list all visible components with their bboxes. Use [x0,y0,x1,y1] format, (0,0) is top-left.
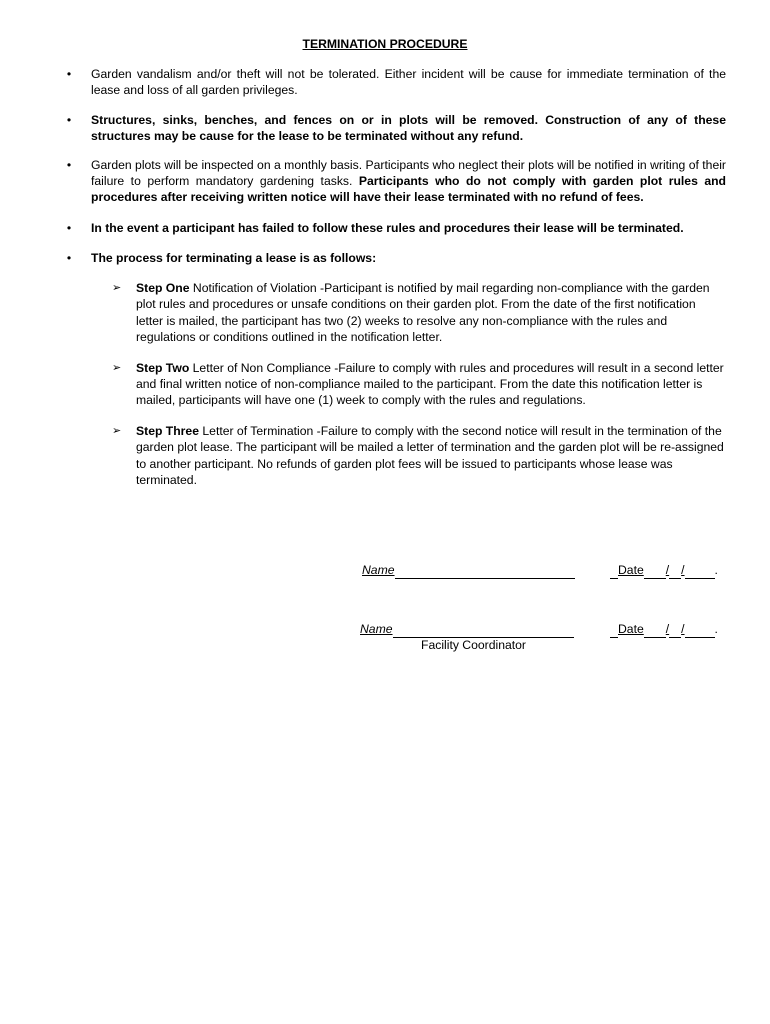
step-text: Letter of Termination -Failure to comply with the second notice will result in the termination of the garden plot lease. The participant will be mailed a letter of termination and the garden plot will be re-assigned to another participant. No refunds of garden plot fees will be issued to participants whose lease was terminated. [136,423,724,488]
list-item [64,112,726,145]
bullet-icon: • [66,220,72,235]
bullet-icon: • [66,112,72,127]
date-label: Date [618,563,644,577]
date-line [685,562,715,579]
date-line [644,621,666,638]
date-separator: / [681,563,685,577]
date-line [685,621,715,638]
list-item [64,66,726,99]
date-line [669,562,681,579]
date-separator: / [681,622,685,636]
step-text: Letter of Non Compliance -Failure to comply with rules and procedures will result in a second letter and final written notice of non-compliance mailed to the participant. From the date this notification letter is mailed, participants will have one (1) week to comply with the rules and regulations. [136,360,724,408]
step-item [112,423,726,489]
list-item [64,157,726,206]
date-label: Date [618,622,644,636]
date-line [610,562,618,579]
list-item [64,220,726,236]
date-line [610,621,618,638]
rule-text-bold: The process for terminating a lease is as follows: [91,251,377,266]
rule-text-bold: Participants who do not comply with garden plot rules and procedures after receiving written notice will have their lease terminated with no refund of fees. [91,174,726,205]
name-label: Name [362,563,395,577]
rule-text-bold: In the event a participant has failed to follow these rules and procedures their lease will be terminated. [91,220,684,235]
arrow-bullet-icon: ➢ [112,424,122,437]
rule-text: Garden plots will be inspected on a monthly basis. Participants who neglect their plots will be notified in writing of their failure to perform mandatory gardening tasks. [91,157,726,189]
step-item [112,280,726,346]
date-separator: / [665,563,670,577]
step-label: Step Two [136,360,190,375]
name-line [393,621,574,638]
bullet-icon: • [66,157,72,172]
name-line [395,562,575,579]
coordinator-name-field[interactable] [360,621,574,638]
participant-name-field[interactable] [362,562,575,579]
rules-list [64,66,726,281]
participant-date-field[interactable] [610,562,718,579]
step-label: Step Three [136,423,199,438]
date-line [669,621,681,638]
bullet-icon: • [66,67,72,81]
date-end: . [714,622,718,636]
page-title: TERMINATION PROCEDURE [302,37,468,51]
date-end: . [714,563,718,577]
step-label: Step One [136,281,190,295]
coordinator-date-field[interactable] [610,621,718,638]
arrow-bullet-icon: ➢ [112,361,122,374]
rule-text: Garden vandalism and/or theft will not be tolerated. Either incident will be cause for immediate termination of the lease and loss of all garden privileges. [91,67,726,98]
step-text: Notification of Violation -Participant is notified by mail regarding non-compliance with the garden plot rules and procedures or unsafe conditions on their garden plot. From the date of the first notification letter is mailed, the participant has two (2) weeks to resolve any non-compliance with the rules and regulations or conditions outlined in the notification letter. [136,281,710,345]
date-line [644,562,666,579]
termination-steps [112,280,726,502]
name-label: Name [360,622,393,636]
bullet-icon: • [66,251,72,266]
rule-text-bold: Structures, sinks, benches, and fences on or in plots will be removed. Construction of any of these structures may be cause for the lease to be terminated without any refund. [91,112,726,144]
arrow-bullet-icon: ➢ [112,282,122,294]
facility-coordinator-caption: Facility Coordinator [421,638,526,652]
step-item [112,360,726,409]
date-separator: / [665,622,670,636]
list-item [64,250,726,266]
